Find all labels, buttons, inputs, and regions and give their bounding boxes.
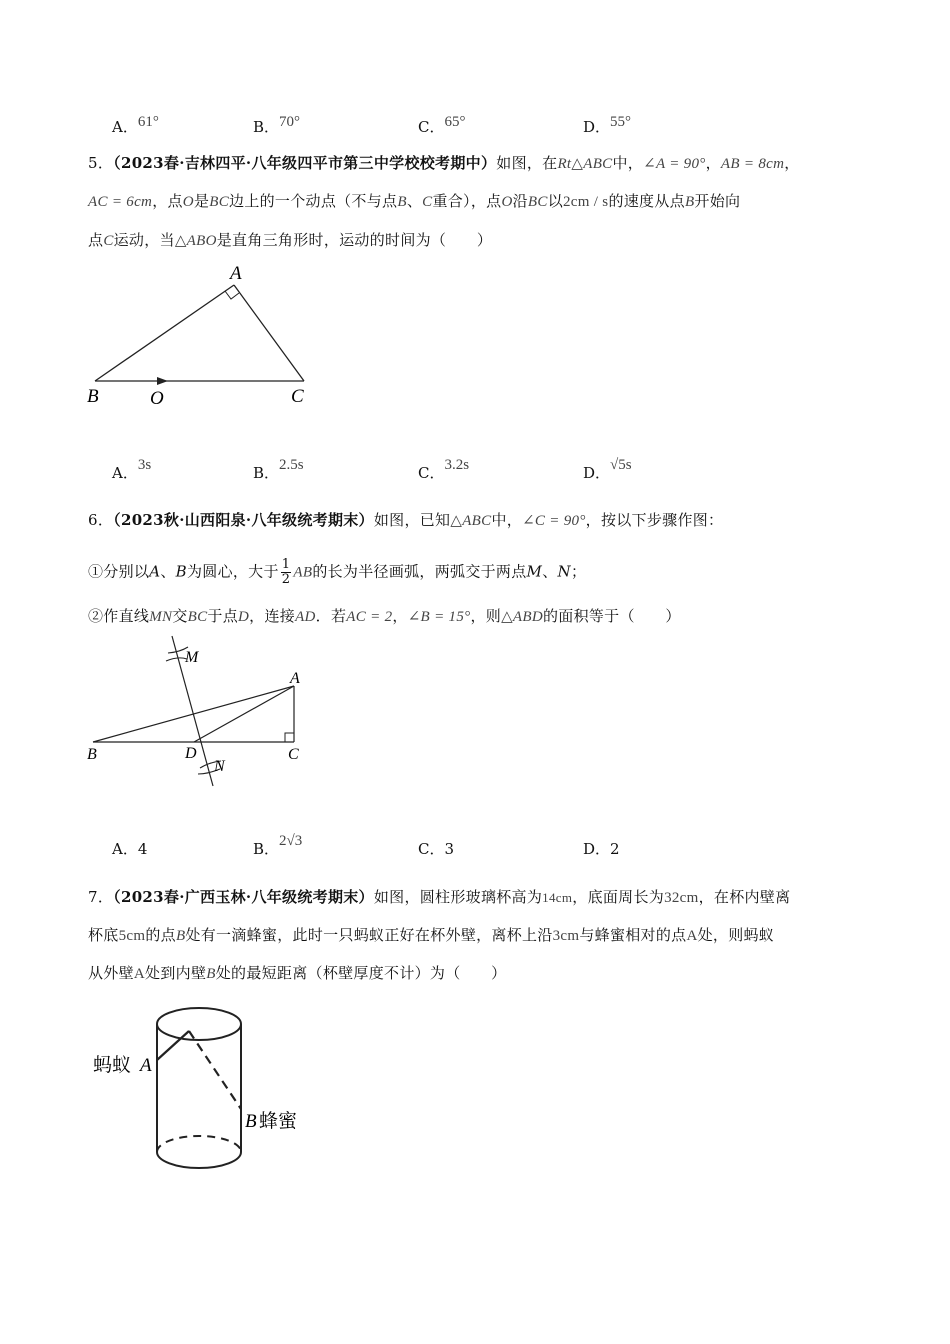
right-angle-mark bbox=[285, 733, 294, 742]
option-label: B． bbox=[253, 840, 280, 858]
text: 如图，圆柱形玻璃杯高为 bbox=[373, 888, 543, 906]
q4-option-d bbox=[583, 116, 631, 137]
math: ∠C = 90° bbox=[522, 513, 586, 529]
math: AB = 8cm bbox=[720, 156, 785, 172]
segment-ad bbox=[194, 686, 294, 742]
q6-option-a bbox=[112, 838, 147, 859]
label-a: A bbox=[140, 1055, 152, 1076]
cylinder-bottom-front bbox=[157, 1152, 241, 1168]
option-label: D． bbox=[583, 840, 611, 858]
text: ， bbox=[705, 154, 721, 172]
option-label: C． bbox=[418, 464, 445, 482]
option-value: 4 bbox=[137, 840, 148, 858]
option-value: 2.5s bbox=[279, 457, 304, 473]
option-value: 3.2s bbox=[444, 457, 470, 473]
math: △ABC bbox=[450, 513, 492, 529]
math: MN bbox=[149, 609, 173, 625]
text: 处，则蚂蚁 bbox=[697, 926, 775, 944]
q7-line-1 bbox=[88, 886, 790, 907]
text: 交 bbox=[172, 607, 188, 625]
math: O bbox=[501, 194, 513, 210]
text: ，点 bbox=[152, 192, 183, 210]
math: AD bbox=[295, 609, 316, 625]
label-a: A bbox=[230, 263, 242, 284]
option-value: 2√3 bbox=[279, 833, 303, 849]
text: ．若 bbox=[315, 607, 347, 625]
q6-line-1 bbox=[88, 509, 723, 530]
math: A bbox=[686, 928, 698, 944]
q7-cylinder-figure bbox=[85, 998, 325, 1188]
math: 32cm bbox=[664, 890, 699, 906]
text: 的点 bbox=[145, 926, 176, 944]
question-source: （2023秋·山西阳泉·八年级统考期末） bbox=[113, 511, 374, 529]
math: AB bbox=[293, 564, 313, 581]
option-label: B． bbox=[253, 118, 280, 136]
denominator: 2 bbox=[281, 572, 291, 587]
math: 3cm bbox=[552, 928, 580, 944]
text: B bbox=[175, 562, 187, 581]
option-label: D． bbox=[583, 464, 611, 482]
q5-option-a bbox=[112, 457, 152, 483]
option-value: 2 bbox=[610, 840, 620, 858]
text: 重合），点 bbox=[432, 192, 502, 210]
option-label: D． bbox=[583, 118, 611, 136]
text: A bbox=[149, 562, 161, 581]
text: 处的最短距离（杯壁厚度不计）为（ ） bbox=[215, 964, 507, 982]
question-number: 5． bbox=[88, 154, 114, 172]
option-label: B． bbox=[253, 464, 280, 482]
side-ab bbox=[95, 285, 234, 381]
label-a: A bbox=[290, 670, 300, 687]
option-value: 3 bbox=[444, 840, 455, 858]
text: 中， bbox=[612, 154, 644, 172]
side-ac bbox=[234, 285, 304, 381]
text: 中， bbox=[491, 511, 523, 529]
q6-option-b bbox=[253, 833, 303, 859]
text: 处有一滴蜂蜜，此时一只蚂蚁正好在杯外壁，离杯上沿 bbox=[185, 926, 553, 944]
math: D bbox=[238, 609, 250, 625]
math: △ABD bbox=[501, 609, 543, 625]
text: ； bbox=[570, 562, 587, 581]
math: C bbox=[103, 233, 114, 249]
math: B bbox=[684, 194, 695, 210]
math: ∠A = 90° bbox=[643, 156, 706, 172]
text: ， bbox=[784, 154, 800, 172]
q7-line-3 bbox=[88, 962, 506, 983]
option-label: A． bbox=[112, 464, 138, 482]
math: Rt△ABC bbox=[557, 156, 613, 172]
math: △ABO bbox=[174, 233, 217, 249]
numerator: 1 bbox=[281, 557, 291, 572]
math: B bbox=[175, 928, 186, 944]
text: ，则 bbox=[470, 607, 502, 625]
arc-m2 bbox=[166, 658, 187, 661]
q6-option-d bbox=[583, 838, 620, 859]
math: C bbox=[422, 194, 433, 210]
label-c: C bbox=[291, 386, 304, 407]
option-value: 70° bbox=[279, 114, 301, 130]
text: 杯底 bbox=[88, 926, 119, 944]
q5-line-3 bbox=[88, 229, 492, 250]
option-label: C． bbox=[418, 118, 445, 136]
q6-line-2 bbox=[88, 558, 586, 587]
text: 运动，当 bbox=[113, 231, 175, 249]
text: 边上的一个动点（不与点 bbox=[229, 192, 398, 210]
label-m: M bbox=[185, 649, 199, 666]
math: 14cm bbox=[542, 890, 573, 905]
text: 的长为半径画弧，两弧交于两点 bbox=[312, 562, 527, 581]
path-inner bbox=[189, 1031, 241, 1109]
text: 点 bbox=[88, 231, 104, 249]
label-d: D bbox=[185, 745, 197, 762]
text: ， bbox=[392, 607, 408, 625]
math: BC bbox=[527, 194, 548, 210]
text: 、 bbox=[542, 562, 558, 581]
arrow-icon bbox=[157, 377, 168, 385]
q6-construction-figure bbox=[80, 628, 320, 793]
q6-line-3 bbox=[88, 605, 681, 626]
text: 、 bbox=[160, 562, 176, 581]
text: 开始向 bbox=[694, 192, 741, 210]
math: B bbox=[397, 194, 407, 210]
label-n: N bbox=[214, 758, 225, 775]
math: AC = 6cm bbox=[88, 194, 153, 210]
text: 如图，已知 bbox=[373, 511, 451, 529]
option-label: C． bbox=[418, 840, 445, 858]
text: 为圆心，大于 bbox=[186, 562, 279, 581]
option-value: 3s bbox=[137, 457, 152, 473]
option-value: 61° bbox=[137, 114, 159, 130]
option-value: 65° bbox=[444, 114, 466, 130]
q6-option-c bbox=[418, 838, 454, 859]
path-outer bbox=[157, 1031, 189, 1060]
math: 5cm bbox=[118, 928, 146, 944]
label-ant: 蚂蚁 bbox=[93, 1055, 132, 1076]
text: ，按以下步骤作图： bbox=[585, 511, 724, 529]
math: AC = 2 bbox=[346, 609, 393, 625]
text: 沿 bbox=[512, 192, 528, 210]
math: 2cm / s bbox=[563, 194, 609, 210]
q5-line-1 bbox=[88, 152, 800, 173]
text: 从外壁 bbox=[88, 964, 134, 982]
option-label: A． bbox=[112, 118, 138, 136]
text: 与蜂蜜相对的点 bbox=[579, 926, 687, 944]
q4-option-b bbox=[253, 116, 300, 137]
label-b: B bbox=[87, 386, 99, 407]
text: 是 bbox=[193, 192, 210, 210]
q5-option-d bbox=[583, 457, 632, 483]
text: 的面积等于（ ） bbox=[542, 607, 681, 625]
cylinder-bottom-back bbox=[157, 1136, 241, 1152]
q5-option-b bbox=[253, 457, 304, 483]
label-c: C bbox=[288, 746, 299, 763]
q5-triangle-figure bbox=[80, 258, 330, 413]
question-source: （2023春·广西玉林·八年级统考期末） bbox=[113, 888, 374, 906]
text: ，底面周长为 bbox=[572, 888, 665, 906]
q5-option-c bbox=[418, 457, 470, 483]
math: BC bbox=[209, 194, 230, 210]
text: 以 bbox=[547, 192, 563, 210]
text: 处到内壁 bbox=[145, 964, 207, 982]
math: O bbox=[182, 194, 194, 210]
q7-line-2 bbox=[88, 924, 774, 945]
question-number: 6． bbox=[88, 511, 114, 529]
math: ∠B = 15° bbox=[407, 609, 471, 625]
q5-line-2 bbox=[88, 190, 740, 211]
text: 、 bbox=[406, 192, 423, 210]
label-o: O bbox=[150, 388, 164, 409]
label-honey: 蜂蜜 bbox=[259, 1111, 298, 1132]
option-value: √5s bbox=[610, 457, 632, 473]
right-angle-mark bbox=[225, 291, 239, 299]
text: N bbox=[557, 562, 571, 581]
option-value: 55° bbox=[610, 114, 632, 130]
text: 如图，在 bbox=[496, 154, 558, 172]
label-b: B bbox=[87, 746, 97, 763]
text: 的速度从点 bbox=[608, 192, 685, 210]
math: BC bbox=[187, 609, 208, 625]
question-source: （2023春·吉林四平·八年级四平市第三中学校校考期中） bbox=[113, 154, 497, 172]
math: B bbox=[206, 966, 216, 982]
text: ②作直线 bbox=[88, 607, 150, 625]
label-b: B bbox=[245, 1111, 257, 1132]
text: 于点 bbox=[207, 607, 239, 625]
text: 是直角三角形时，运动的时间为（ ） bbox=[216, 231, 493, 249]
text: ，连接 bbox=[249, 607, 296, 625]
math: A bbox=[133, 966, 146, 982]
text: ①分别以 bbox=[88, 562, 150, 581]
option-label: A． bbox=[112, 840, 138, 858]
q4-option-a bbox=[112, 116, 159, 137]
q4-option-c bbox=[418, 116, 465, 137]
text: M bbox=[526, 562, 543, 581]
cylinder-top bbox=[157, 1008, 241, 1040]
fraction-half bbox=[281, 558, 292, 587]
question-number: 7． bbox=[88, 888, 114, 906]
text: ，在杯内壁离 bbox=[698, 888, 791, 906]
